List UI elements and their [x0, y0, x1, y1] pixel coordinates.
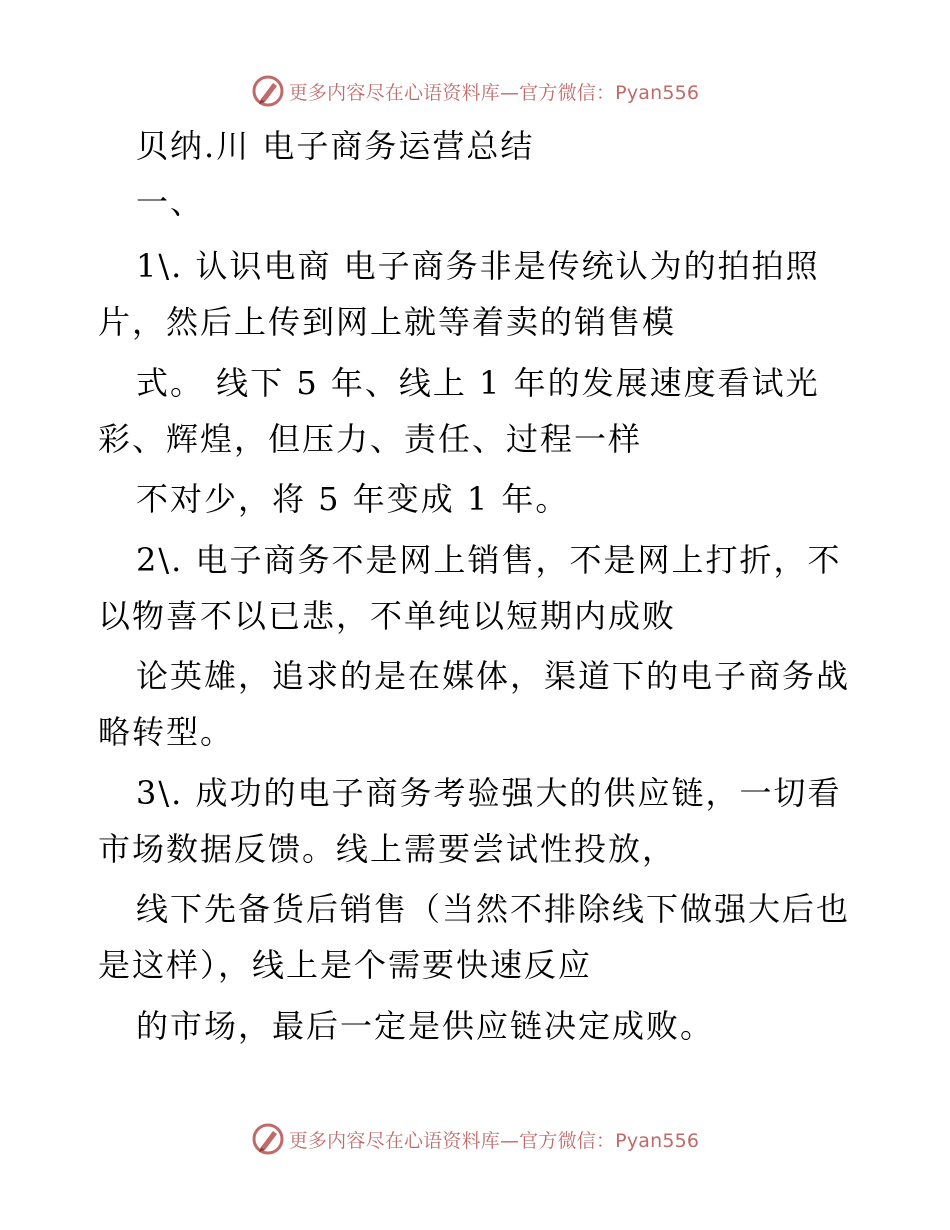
text-line: 不对少，将 5 年变成 1 年。	[136, 480, 570, 518]
text-line: 式。 线下 5 年、线上 1 年的发展速度看试光	[136, 364, 820, 402]
text-line: 1\. 认识电商 电子商务非是传统认为的拍拍照	[136, 247, 820, 285]
document-title: 贝纳.川 电子商务运营总结	[136, 127, 535, 165]
watermark-text: 更多内容尽在心语资料库—官方微信：Pyan556	[288, 1129, 700, 1152]
watermark-text: 更多内容尽在心语资料库—官方微信：Pyan556	[288, 81, 700, 104]
text-line: 线下先备货后销售（当然不排除线下做强大后也	[136, 890, 851, 928]
section-heading: 一、	[136, 183, 205, 221]
text-line: 彩、辉煌，但压力、责任、过程一样	[98, 420, 643, 458]
text-line: 3\. 成功的电子商务考验强大的供应链，一切看	[136, 774, 842, 812]
text-line: 以物喜不以已悲，不单纯以短期内成败	[98, 597, 677, 635]
text-line: 是这样），线上是个需要快速反应	[98, 946, 593, 984]
text-line: 略转型。	[98, 713, 235, 751]
pen-logo-icon	[251, 74, 285, 108]
header-watermark	[0, 71, 950, 111]
text-line: 2\. 电子商务不是网上销售，不是网上打折，不	[136, 541, 842, 579]
text-line: 的市场，最后一定是供应链决定成败。	[136, 1007, 715, 1045]
pen-logo-icon	[251, 1122, 285, 1156]
text-line: 片，然后上传到网上就等着卖的销售模	[98, 303, 677, 341]
footer-watermark	[0, 1119, 950, 1159]
text-line: 论英雄，追求的是在媒体，渠道下的电子商务战	[136, 657, 851, 695]
text-line: 市场数据反馈。线上需要尝试性投放，	[98, 830, 677, 868]
